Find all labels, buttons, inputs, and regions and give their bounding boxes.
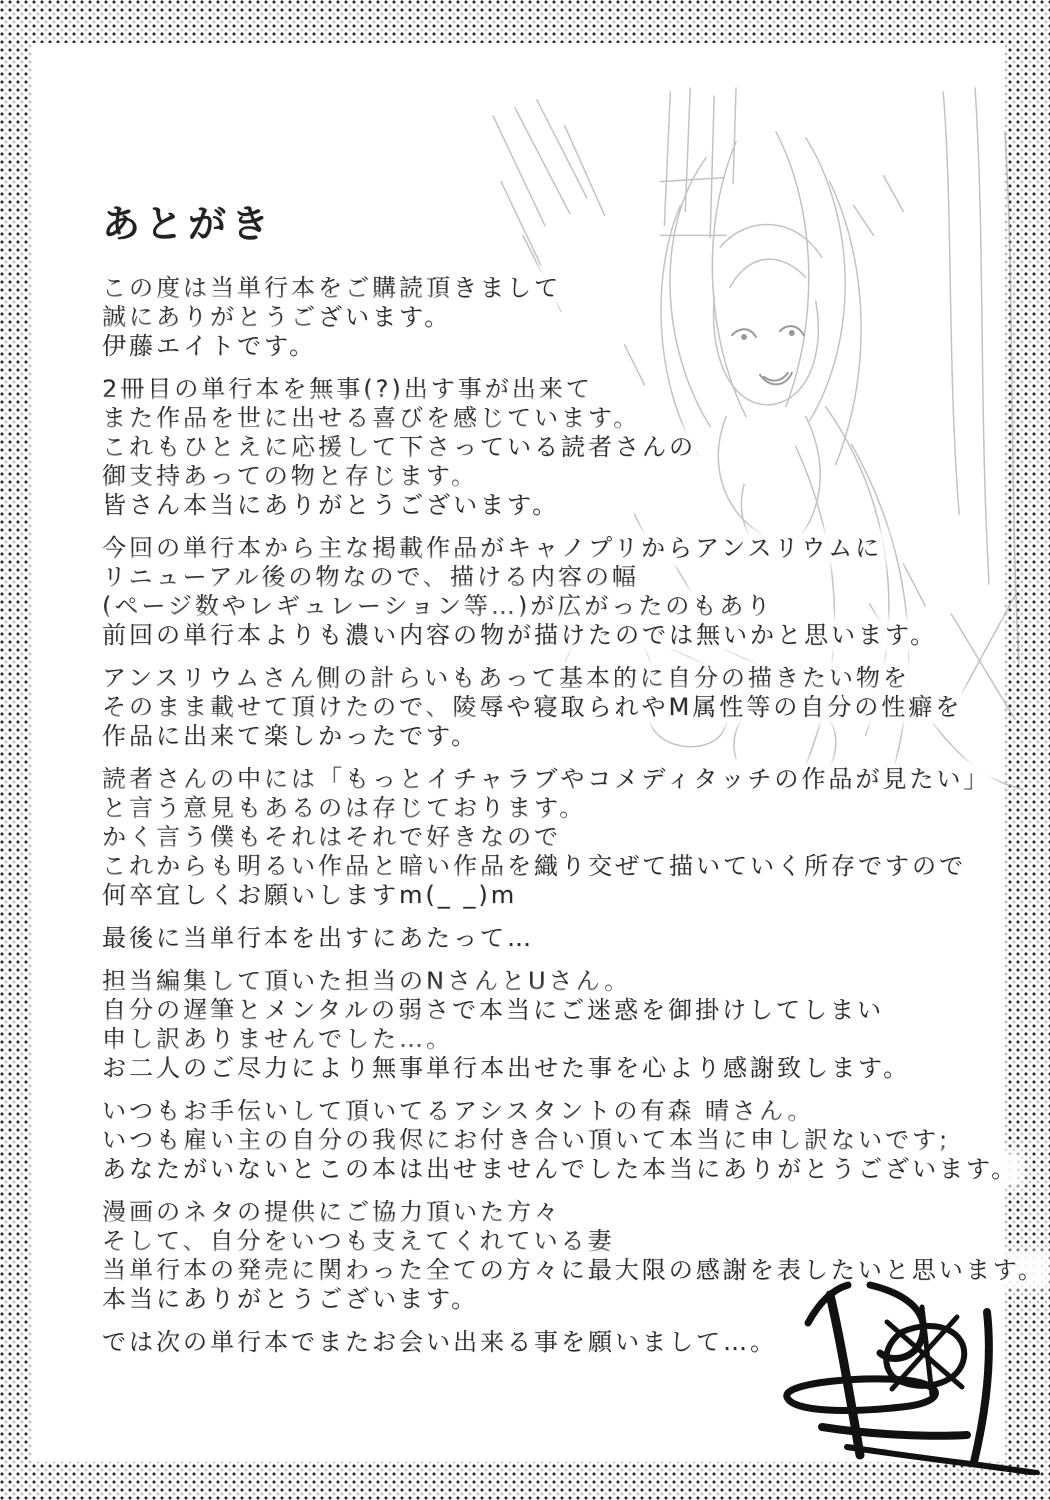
text-line: これもひとえに応援して下さっている読者さんの <box>102 433 696 461</box>
paragraph <box>102 534 1017 650</box>
paragraph <box>102 924 1017 953</box>
paragraph <box>102 765 1017 910</box>
text-line: 漫画のネタの提供にご協力頂いた方々 <box>102 1198 561 1226</box>
text-line: と言う意見もあるのは存じております。 <box>102 794 587 822</box>
text-line: 申し訳ありませんでした…。 <box>102 1025 453 1053</box>
text-line: そのまま載せて頂けたので、陵辱や寝取られやM属性等の自分の性癖を <box>102 693 963 721</box>
text-line: 作品に出来て楽しかったです。 <box>102 722 479 750</box>
text-line: では次の単行本でまたお会い出来る事を願いまして…。 <box>102 1328 777 1356</box>
text-line: 2冊目の単行本を無事(?)出す事が出来て <box>102 375 593 403</box>
text-line: (ページ数やレギュレーション等…)が広がったのもあり <box>102 592 774 620</box>
text-line: 読者さんの中には「もっとイチャラブやコメディタッチの作品が見たい」 <box>102 765 991 793</box>
text-line: お二人のご尽力により無事単行本出せた事を心より感謝致します。 <box>102 1054 911 1082</box>
text-line: 何卒宜しくお願いしますm(_ _)m <box>102 881 518 909</box>
text-line: 御支持あっての物と存じます。 <box>102 462 478 490</box>
text-line: 伊藤エイトです。 <box>102 332 317 360</box>
paragraph <box>102 274 1017 361</box>
text-line: そして、自分をいつも支えてくれている妻 <box>102 1227 615 1255</box>
text-line: 皆さん本当にありがとうございます。 <box>102 491 560 519</box>
paragraph <box>102 967 1017 1083</box>
text-line: あなたがいないとこの本は出せませんでした本当にありがとうございます。 <box>102 1155 1019 1183</box>
text-line: これからも明るい作品と暗い作品を織り交ぜて描いていく所存ですので <box>102 852 966 880</box>
text-line: いつもお手伝いして頂いてるアシスタントの有森 晴さん。 <box>102 1097 815 1125</box>
text-line: また作品を世に出せる喜びを感じています。 <box>102 404 641 432</box>
paragraph <box>102 375 1017 520</box>
text-line: 担当編集して頂いた担当のNさんとUさん。 <box>102 967 631 995</box>
afterword-text <box>102 193 1045 1371</box>
text-line: かく言う僕もそれはそれで好きなので <box>102 823 561 851</box>
afterword-body <box>102 274 1045 1357</box>
text-line: いつも雇い主の自分の我侭にお付き合い頂いて本当に申し訳ないです; <box>102 1126 951 1154</box>
signature-strokes <box>787 1285 1037 1473</box>
text-line: リニューアル後の物なので、描ける内容の幅 <box>102 563 639 591</box>
text-line: この度は当単行本をご購読頂きまして <box>102 274 561 302</box>
paragraph <box>102 664 1017 751</box>
text-line: 本当にありがとうございます。 <box>102 1285 479 1313</box>
text-line: 自分の遅筆とメンタルの弱さで本当にご迷惑を御掛けしてしまい <box>102 996 885 1024</box>
paragraph <box>102 1097 1017 1184</box>
paper-area <box>32 43 1045 1462</box>
text-line: 最後に当単行本を出すにあたって… <box>102 924 534 952</box>
text-line: 前回の単行本よりも濃い内容の物が描けたのでは無いかと思います。 <box>102 621 938 649</box>
text-line: 当単行本の発売に関わった全ての方々に最大限の感謝を表したいと思います。 <box>102 1256 1045 1284</box>
artist-signature <box>750 1275 1042 1475</box>
page-title: あとがき <box>102 202 275 246</box>
text-line: アンスリウムさん側の計らいもあって基本的に自分の描きたい物を <box>102 664 910 692</box>
text-line: 誠にありがとうございます。 <box>102 303 452 331</box>
text-line: 今回の単行本から主な掲載作品がキャノプリからアンスリウムに <box>102 534 883 562</box>
